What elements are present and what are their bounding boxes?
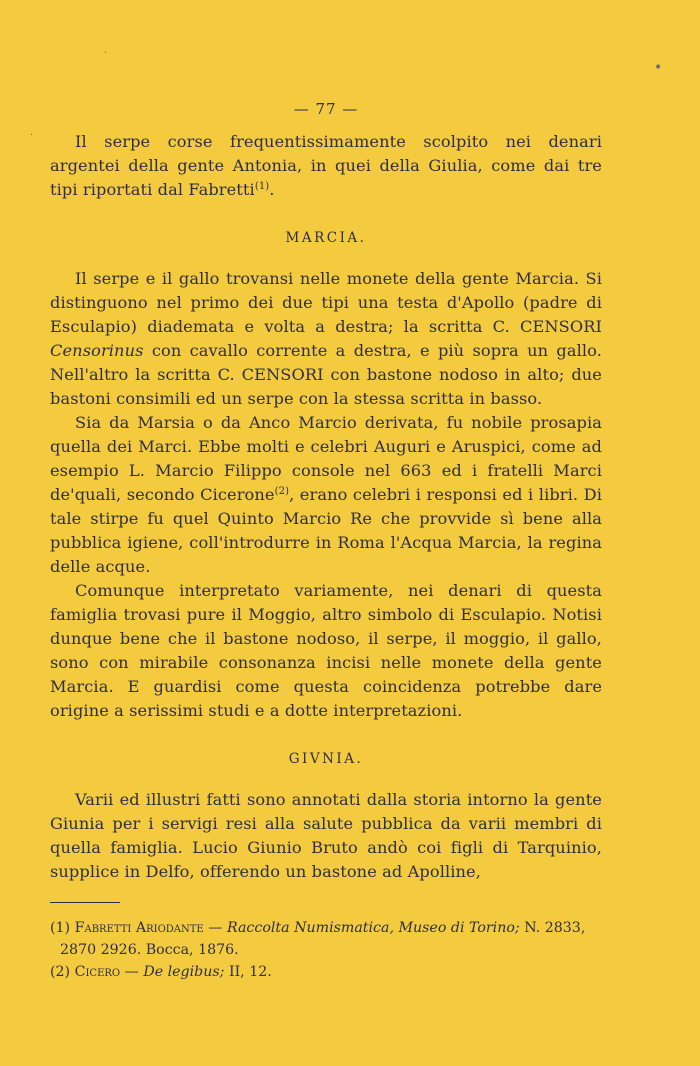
- footnote-separator: —: [120, 964, 144, 980]
- footnote-details: II, 12.: [224, 964, 272, 980]
- intro-paragraph: [50, 130, 602, 202]
- intro-text: Il serpe corse frequentissimamente scolpito nei denari argentei della gente Antonia, in quei della Giulia, come dai tre tipi riportati dal Fabretti: [50, 132, 602, 199]
- footnote-1: [50, 917, 602, 961]
- footnote-author: Cicero: [74, 964, 121, 980]
- marcia-text: Il serpe e il gallo trovansi nelle monete della gente Marcia. Si distinguono nel primo dei due tipi una testa d'Apollo (padre di Esculapio) diademata e volta a destra; la scritta C. CENSORI: [50, 269, 602, 336]
- footnote-title: De legibus;: [143, 964, 225, 980]
- marcia-paragraph-1: [50, 267, 602, 411]
- section-heading-marcia: MARCIA.: [285, 230, 367, 246]
- marcia-paragraph-2: [50, 411, 602, 579]
- footnote-author: Fabretti Ariodante: [74, 920, 204, 936]
- footnote-details: N. 2833, 2870 2926. Bocca, 1876.: [60, 920, 586, 958]
- print-speck: •: [654, 60, 663, 76]
- footnote-number: (2): [50, 964, 71, 980]
- footnote-number: (1): [50, 920, 71, 936]
- marcia-text-end: , erano celebri i responsi ed i libri. Di tale stirpe fu quel Quinto Marcio Re che provvide sì bene alla pubblica igiene, coll'introdurre in Roma l'Acqua Marcia, la regina delle acque.: [50, 485, 602, 576]
- marcia-text: Sia da Marsia o da Anco Marcio derivata, fu nobile prosapia quella dei Marci. Ebbe molti e celebri Auguri e Aruspici, come ad esempio L. Marcio Filippo console nel 663 ed i fratelli Marci de'quali, secondo Cicerone: [50, 413, 602, 504]
- page-number: — 77 —: [293, 100, 359, 118]
- section-heading-giunia: GIVNIA.: [288, 751, 364, 767]
- footnote-title: Raccolta Numismatica, Museo di Torino;: [226, 920, 520, 936]
- footnote-ref-1: (1): [254, 181, 270, 192]
- print-speck: ·: [104, 48, 108, 59]
- footnote-separator: —: [203, 920, 227, 936]
- footnote-divider: [50, 902, 120, 903]
- footnote-2: [50, 961, 602, 983]
- marcia-italic-text: Censorinus: [50, 341, 144, 360]
- print-speck: ·: [30, 130, 34, 141]
- giunia-paragraph-1: Varii ed illustri fatti sono annotati dalla storia intorno la gente Giunia per i servigi resi alla salute pubblica da varii membri di quella famiglia. Lucio Giunio Bruto andò coi figli di Tarquinio, supplice in Delfo, offerendo un bastone ad Apolline,: [50, 790, 602, 881]
- marcia-text-end: con cavallo corrente a destra, e più sopra un gallo. Nell'altro la scritta C. CENSORI con bastone nodoso in alto; due bastoni consimili ed un serpe con la stessa scritta in basso.: [50, 341, 602, 408]
- intro-text-end: .: [269, 180, 275, 199]
- footnote-ref-2: (2): [274, 486, 290, 497]
- book-page: [50, 100, 602, 983]
- marcia-paragraph-3: Comunque interpretato variamente, nei denari di questa famiglia trovasi pure il Moggio, altro simbolo di Esculapio. Notisi dunque bene che il bastone nodoso, il serpe, il moggio, il gallo, sono con mirabile consonanza incisi nelle monete della gente Marcia. E guardisi come questa coincidenza potrebbe dare origine a serissimi studi e a dotte interpretazioni.: [50, 581, 602, 720]
